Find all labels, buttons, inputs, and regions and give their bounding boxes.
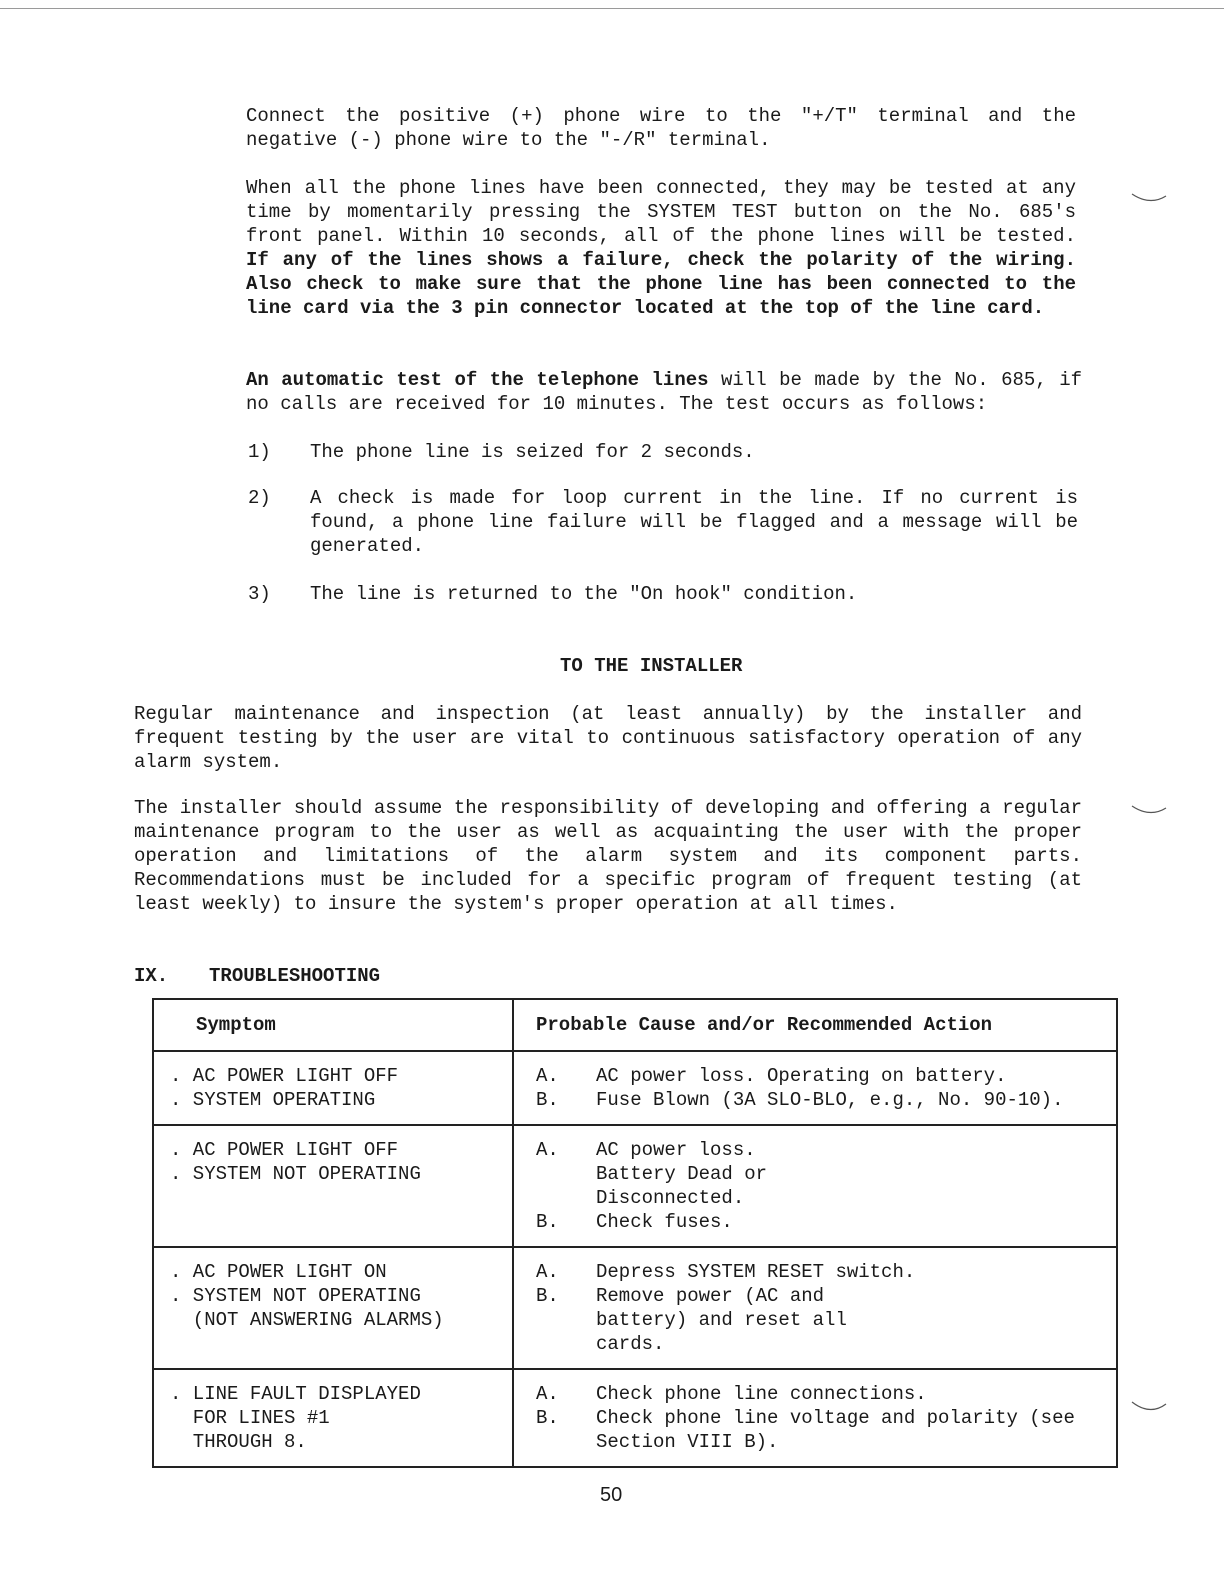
symptom-line: (NOT ANSWERING ALARMS) bbox=[170, 1309, 444, 1331]
paragraph-line-testing bbox=[246, 176, 1076, 320]
symptom-line: . AC POWER LIGHT OFF bbox=[170, 1139, 399, 1161]
action-letter: B. bbox=[536, 1285, 559, 1307]
symptom-line: . AC POWER LIGHT OFF bbox=[170, 1065, 399, 1087]
symptom-line: THROUGH 8. bbox=[170, 1431, 307, 1453]
action-letter: B. bbox=[536, 1089, 559, 1111]
action-item bbox=[514, 1406, 1106, 1454]
action-cell bbox=[513, 1369, 1117, 1467]
table-row bbox=[153, 1125, 1117, 1247]
symptom-cell bbox=[153, 1369, 513, 1467]
action-text: Check fuses. bbox=[596, 1211, 733, 1233]
action-item bbox=[514, 1284, 916, 1356]
action-item bbox=[514, 1138, 846, 1210]
action-cell bbox=[513, 1051, 1117, 1125]
action-item bbox=[514, 1382, 1106, 1406]
line-testing-text: When all the phone lines have been connected, they may be tested at any time by momentarily pressing the SYSTEM TEST button on the No. 685's front panel. Within 10 seconds, all of the phone lines will be tested. bbox=[246, 177, 1076, 247]
action-column-header: Probable Cause and/or Recommended Action bbox=[513, 999, 1117, 1051]
symptom-line: . LINE FAULT DISPLAYED bbox=[170, 1383, 421, 1405]
action-text: Fuse Blown (3A SLO-BLO, e.g., No. 90-10). bbox=[596, 1089, 1064, 1111]
scan-margin-mark bbox=[1130, 1396, 1170, 1420]
scan-top-border bbox=[0, 8, 1224, 9]
action-text: Depress SYSTEM RESET switch. bbox=[596, 1261, 916, 1283]
symptom-line: FOR LINES #1 bbox=[170, 1407, 330, 1429]
test-step-text: The line is returned to the "On hook" condition. bbox=[310, 583, 858, 605]
section-title: TROUBLESHOOTING bbox=[209, 965, 381, 987]
symptom-line: . AC POWER LIGHT ON bbox=[170, 1261, 387, 1283]
action-letter: A. bbox=[536, 1261, 559, 1283]
action-text: Remove power (AC and battery) and reset all cards. bbox=[596, 1285, 847, 1355]
test-step-number: 1) bbox=[248, 441, 271, 463]
symptom-cell bbox=[153, 1125, 513, 1247]
action-cell bbox=[513, 1125, 1117, 1247]
table-header-row bbox=[153, 999, 1117, 1051]
paragraph-maintenance: Regular maintenance and inspection (at least annually) by the installer and frequent testing by the user are vital to continuous satisfactory operation of any alarm system. bbox=[134, 703, 1082, 773]
action-item bbox=[514, 1210, 846, 1234]
table-row bbox=[153, 1051, 1117, 1125]
test-step-number: 3) bbox=[248, 583, 271, 605]
action-letter: A. bbox=[536, 1065, 559, 1087]
action-item bbox=[514, 1064, 1106, 1088]
action-item bbox=[514, 1088, 1106, 1112]
action-item bbox=[514, 1260, 916, 1284]
table-row bbox=[153, 1247, 1117, 1369]
troubleshooting-table bbox=[152, 998, 1118, 1468]
paragraph-installer-responsibility: The installer should assume the responsibility of developing and offering a regular maintenance program to the user as well as acquainting the user with the proper operation and limitations of the alarm system and its component parts. Recommendations must be included for a specific program of frequent testing (at least weekly) to insure the system's proper operation at all times. bbox=[134, 797, 1082, 915]
test-step bbox=[248, 582, 1088, 606]
symptom-line: . SYSTEM NOT OPERATING bbox=[170, 1285, 421, 1307]
table-row bbox=[153, 1369, 1117, 1467]
action-letter: A. bbox=[536, 1139, 559, 1161]
section-number: IX. bbox=[134, 965, 169, 987]
symptom-column-header: Symptom bbox=[153, 999, 513, 1051]
paragraph-automatic-test bbox=[246, 368, 1082, 416]
test-step-number: 2) bbox=[248, 487, 271, 509]
installer-heading: TO THE INSTALLER bbox=[560, 655, 743, 677]
page-number: 50 bbox=[600, 1484, 623, 1506]
action-letter: B. bbox=[536, 1407, 559, 1429]
test-step-text: The phone line is seized for 2 seconds. bbox=[310, 441, 755, 463]
test-step bbox=[248, 486, 1088, 558]
scan-margin-mark bbox=[1130, 802, 1170, 822]
symptom-cell bbox=[153, 1051, 513, 1125]
action-text: AC power loss. Operating on battery. bbox=[596, 1065, 1007, 1087]
action-letter: A. bbox=[536, 1383, 559, 1405]
paragraph-wiring-polarity: Connect the positive (+) phone wire to the "+/T" terminal and the negative (-) phone wire to the "-/R" terminal. bbox=[246, 105, 1076, 151]
symptom-line: . SYSTEM NOT OPERATING bbox=[170, 1163, 421, 1185]
action-cell bbox=[513, 1247, 1117, 1369]
symptom-line: . SYSTEM OPERATING bbox=[170, 1089, 376, 1111]
test-step bbox=[248, 440, 1088, 464]
automatic-test-emphasis: An automatic test of the telephone lines bbox=[246, 369, 709, 391]
line-testing-warning: If any of the lines shows a failure, check the polarity of the wiring. Also check to make sure that the phone line has been connected to the line card via the 3 pin connector located at the top of the line card. bbox=[246, 249, 1076, 319]
action-text: AC power loss. Battery Dead or Disconnected. bbox=[596, 1139, 768, 1209]
action-text: Check phone line connections. bbox=[596, 1383, 927, 1405]
action-letter: B. bbox=[536, 1211, 559, 1233]
automatic-test-text: will be made by the No. 685, if no calls are received for 10 minutes. The test occurs as follows: bbox=[246, 369, 1082, 415]
action-text: Check phone line voltage and polarity (see Section VIII B). bbox=[596, 1407, 1075, 1453]
test-step-text: A check is made for loop current in the line. If no current is found, a phone line failure will be flagged and a message will be generated. bbox=[310, 487, 1078, 557]
section-heading bbox=[134, 964, 380, 988]
scan-margin-mark bbox=[1130, 190, 1170, 210]
symptom-cell bbox=[153, 1247, 513, 1369]
